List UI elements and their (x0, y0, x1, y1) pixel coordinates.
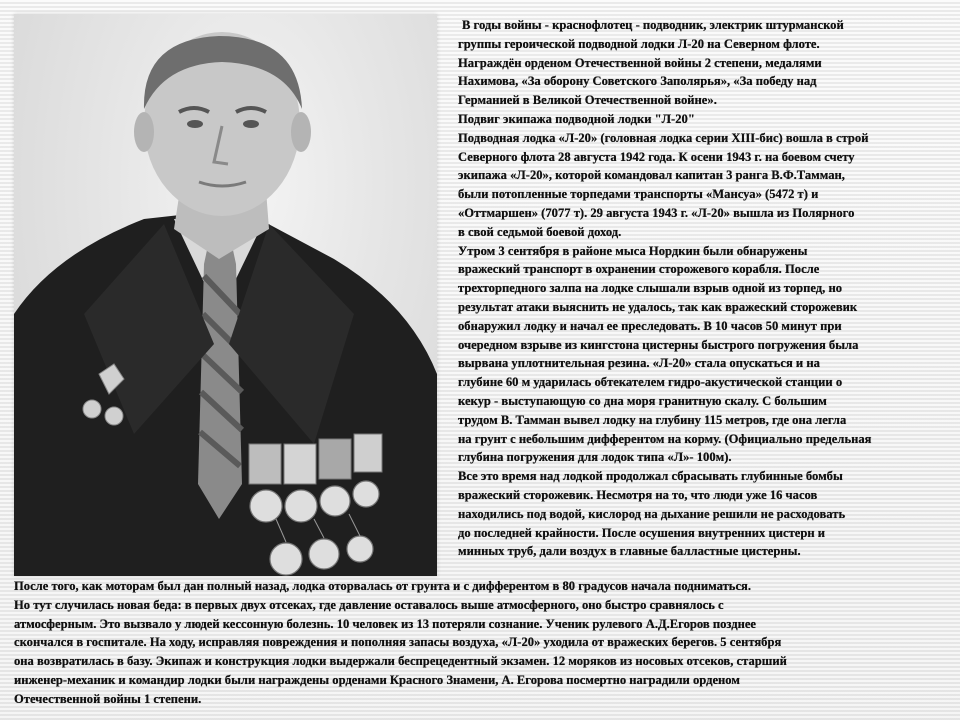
text-line: В годы войны - краснофлотец - подводник, электрик штурманской (462, 18, 844, 32)
text-line: группы героической подводной лодки Л-20 на Северном флоте. (458, 36, 820, 51)
portrait-photo (14, 14, 437, 576)
text-line: Подводная лодка «Л-20» (головная лодка серии XIII-бис) вошла в строй (458, 130, 869, 145)
text-line: трудом В. Тамман вывел лодку на глубину 115 метров, где она легла (458, 412, 847, 427)
text-line: Награждён орденом Отечественной войны 2 степени, медалями (458, 55, 822, 70)
text-line: кекур - выступающую со дна моря гранитную скалу. С большим (458, 393, 827, 408)
text-line: Нахимова, «За оборону Советского Заполярья», «За победу над (458, 74, 817, 89)
text-line: находились под водой, кислород на дыхание решили не расходовать (458, 506, 846, 521)
text-line: Утром 3 сентября в районе мыса Нордкин были обнаружены (458, 243, 808, 258)
text-line: минных труб, дали воздух в главные балластные цистерны. (458, 544, 801, 559)
text-line: экипажа «Л-20», которой командовал капитан 3 ранга В.Ф.Тамман, (458, 168, 845, 183)
text-line: трехторпедного залпа на лодке слышали взрыв одной из торпед, но (458, 281, 843, 296)
text-line: Но тут случилась новая беда: в первых двух отсеках, где давление оставалось выше атмосферного, оно быстро сравнялось с (14, 597, 724, 612)
text-line: скончался в госпитале. На ходу, исправляя повреждения и пополняя запасы воздуха, «Л-20» уходила от вражеских берегов. 5 сентября (14, 635, 782, 650)
text-line: вражеский транспорт в охранении сторожевого корабля. После (458, 262, 820, 277)
section-heading: Подвиг экипажа подводной лодки "Л-20" (458, 111, 695, 126)
text-line: инженер-механик и командир лодки были награждены орденами Красного Знамени, А. Егорова посмертно наградили орденом (14, 672, 740, 687)
text-line: в свой седьмой боевой доход. (458, 224, 622, 239)
text-line: она возвратилась в базу. Экипаж и конструкция лодки выдержали беспрецедентный экзамен. 12 моряков из носовых отсеков, старший (14, 654, 787, 669)
text-line: Все это время над лодкой продолжал сбрасывать глубинные бомбы (458, 469, 843, 484)
text-line: глубина погружения для лодок типа «Л»- 100м). (458, 450, 732, 465)
text-line: Германией в Великой Отечественной войне». (458, 93, 717, 108)
text-line: были потопленные торпедами транспорты «Мансуа» (5472 т) и (458, 187, 819, 202)
text-line: очередном взрыве из кингстона цистерны быстрого погружения была (458, 337, 859, 352)
text-line: глубине 60 м ударилась обтекателем гидро-акустической станции о (458, 375, 843, 390)
text-line: атмосферным. Это вызвало у людей кессонную болезнь. 10 человек из 13 потеряли сознание. Ученик рулевого А.Д.Егоров позднее (14, 616, 757, 631)
bottom-text-block (14, 577, 787, 709)
text-line: «Оттмаршен» (7077 т). 29 августа 1943 г. «Л-20» вышла из Полярного (458, 205, 855, 220)
text-line: до последней крайности. После осушения внутренних цистерн и (458, 525, 826, 540)
veteran-portrait-icon (14, 14, 437, 576)
text-line: вырвана уплотнительная резина. «Л-20» стала опускаться и на (458, 356, 820, 371)
text-line: Северного флота 28 августа 1942 года. К осени 1943 г. на боевом счету (458, 149, 855, 164)
text-line: результат атаки выяснить не удалось, так как вражеский сторожевик (458, 299, 858, 314)
text-line: на грунт с небольшим дифферентом на корму. (Официально предельная (458, 431, 872, 446)
text-line: обнаружил лодку и начал ее преследовать. В 10 часов 50 минут при (458, 318, 842, 333)
right-text-column (458, 16, 871, 561)
text-line: После того, как моторам был дан полный назад, лодка оторвалась от грунта и с дифферентом в 80 градусов начала подниматься. (14, 579, 752, 593)
text-line: Отечественной войны 1 степени. (14, 691, 202, 706)
text-line: вражеский сторожевик. Несмотря на то, что люди уже 16 часов (458, 487, 818, 502)
